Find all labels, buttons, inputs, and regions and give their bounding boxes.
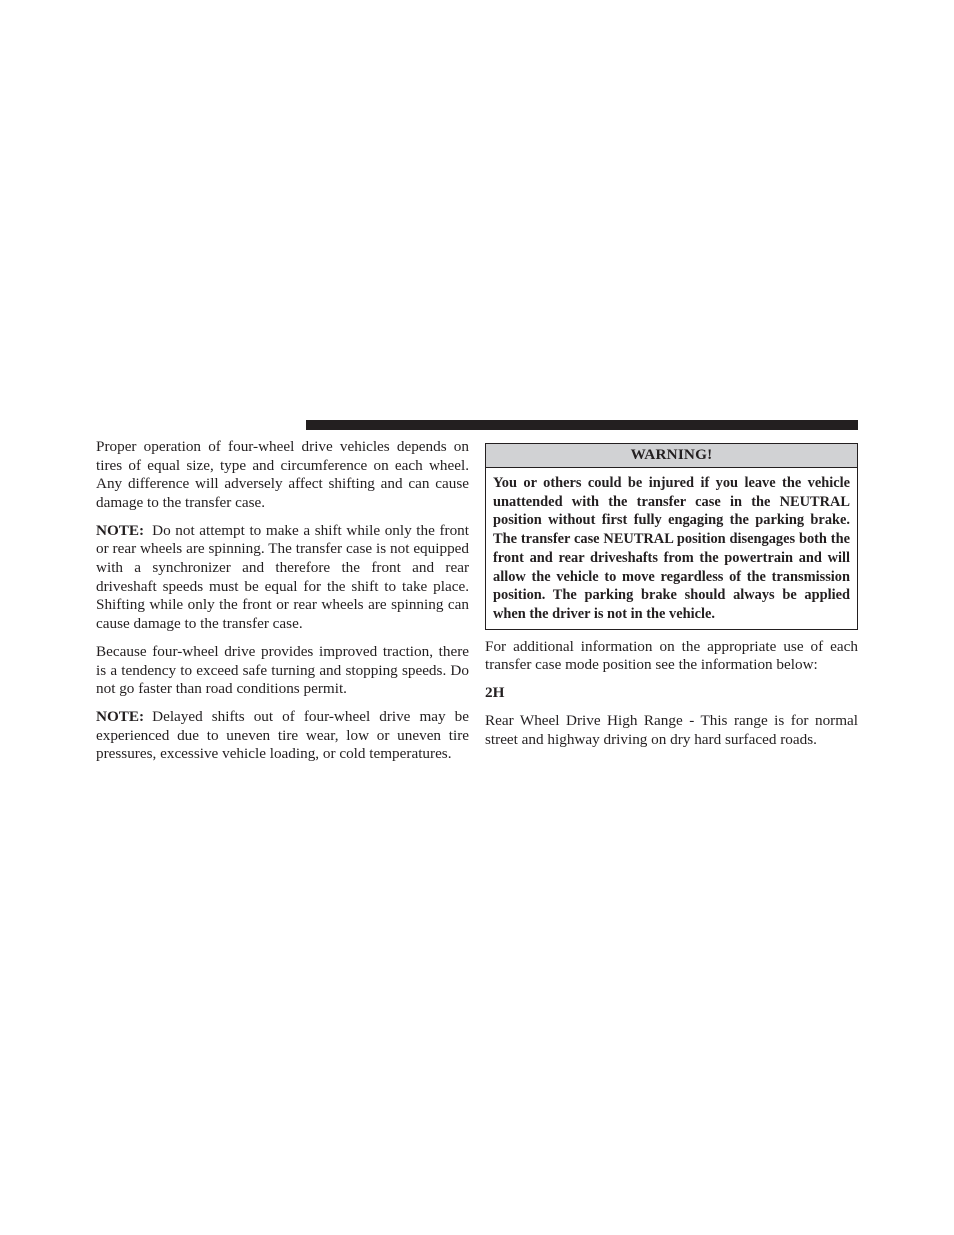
left-column — [96, 438, 469, 774]
right-column — [485, 443, 858, 759]
warning-body: You or others could be injured if you leave the vehicle unattended with the transfer case in the NEUTRAL position without first fully engaging the parking brake. The transfer case NEUTRAL position disengages both the front and rear driveshafts from the powertrain and will allow the vehicle to move regardless of the transmission position. The parking brake should always be applied when the driver is not in the vehicle. — [493, 475, 850, 622]
note-label: NOTE: — [96, 708, 145, 726]
mode-description-2h: Rear Wheel Drive High Range - This range is for normal street and highway driving on dry hard surfaced roads. — [485, 712, 858, 748]
note-shift-while-spinning — [96, 522, 469, 634]
note-delayed-shifts — [96, 708, 469, 764]
warning-box — [485, 443, 858, 630]
header-rule — [306, 420, 858, 430]
paragraph-tire-requirements: Proper operation of four-wheel drive vehicles depends on tires of equal size, type and circumference on each wheel. Any difference will adversely affect shifting and can cause damage to the transfer case. — [96, 438, 469, 511]
paragraph-traction-speed: Because four-wheel drive provides improved traction, there is a tendency to exceed safe turning and stopping speeds. Do not go faster than road conditions permit. — [96, 642, 469, 698]
mode-heading-2h: 2H — [485, 684, 505, 702]
note-text: Do not attempt to make a shift while only the front or rear wheels are spinning. The transfer case is not equipped with a synchronizer and therefore the front and rear driveshaft speeds must be equal for the shift to take place. Shifting while only the front or rear wheels are spinning can cause damage to the transfer case. — [96, 521, 469, 632]
warning-title: WARNING! — [486, 444, 857, 468]
note-text: Delayed shifts out of four-wheel drive may be experienced due to uneven tire wear, low or uneven tire pressures, excessive vehicle loading, or cold temperatures. — [96, 708, 469, 763]
paragraph-additional-info: For additional information on the appropriate use of each transfer case mode position see the information below: — [485, 637, 858, 674]
note-label: NOTE: — [96, 521, 145, 539]
